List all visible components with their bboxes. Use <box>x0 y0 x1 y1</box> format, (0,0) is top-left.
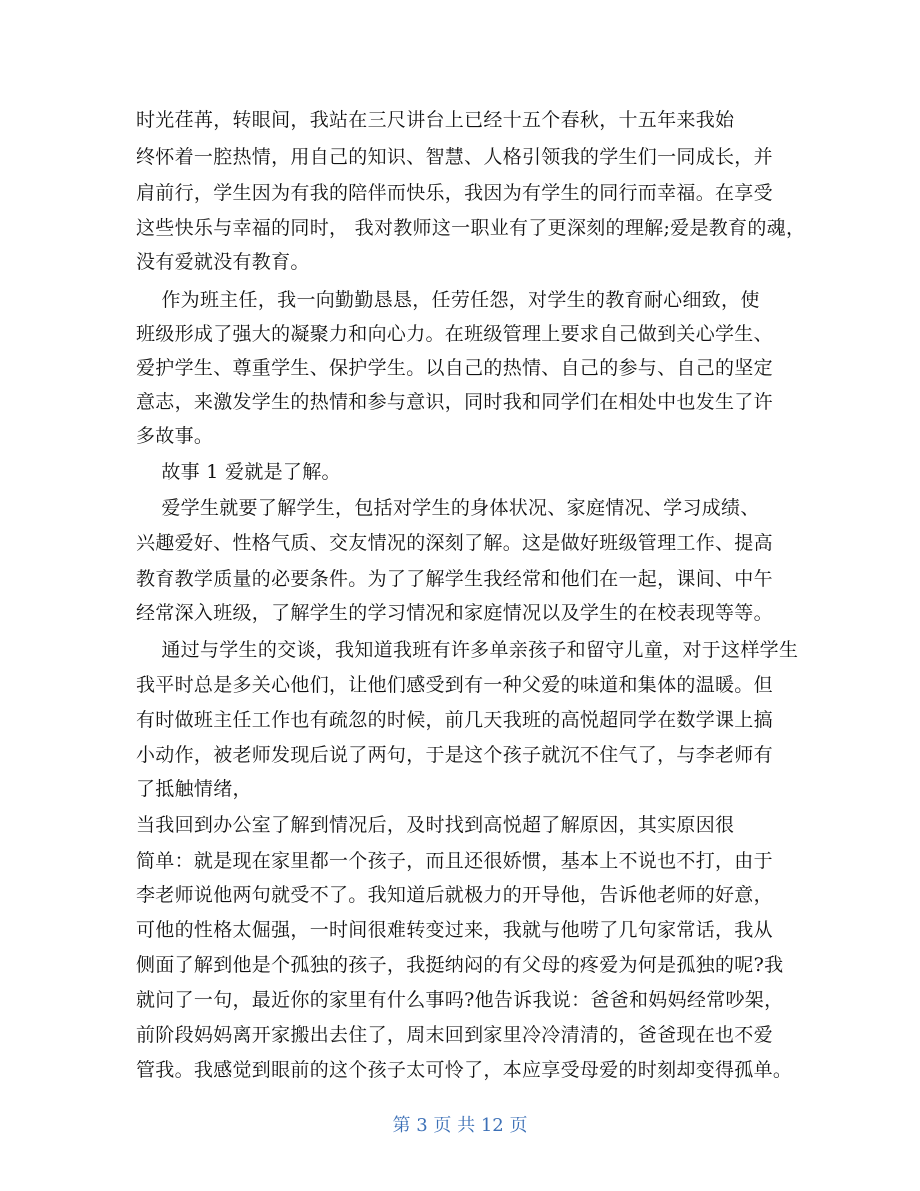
body-text-line: 这些快乐与幸福的同时， 我对教师这一职业有了更深刻的理解;爱是教育的魂， <box>136 217 806 239</box>
body-text-line: 有时做班主任工作也有疏忽的时候，前几天我班的高悦超同学在数学课上搞 <box>136 709 773 731</box>
body-text-line: 可他的性格太倔强，一时间很难转变过来，我就与他唠了几句家常话，我从 <box>136 919 773 941</box>
body-text-line: 管我。我感觉到眼前的这个孩子太可怜了，本应享受母爱的时刻却变得孤单。 <box>136 1059 793 1081</box>
paragraph-text-line: 爱学生就要了解学生，包括对学生的身体状况、家庭情况、学习成绩、 <box>136 497 760 519</box>
body-text-line: 了抵触情绪， <box>136 778 252 800</box>
body-text-line: 爱护学生、尊重学生、保护学生。以自己的热情、自己的参与、自己的坚定 <box>136 357 773 379</box>
page-number-footer: 第 3 页 共 12 页 <box>392 1115 528 1136</box>
body-text-line: 小动作，被老师发现后说了两句，于是这个孩子就沉不住气了，与李老师有 <box>136 744 773 766</box>
body-text-line: 没有爱就没有教育。 <box>136 251 310 273</box>
body-text-line: 李老师说他两句就受不了。我知道后就极力的开导他，告诉他老师的好意， <box>136 884 773 906</box>
body-text-line: 肩前行，学生因为有我的陪伴而快乐，我因为有学生的同行而幸福。在享受 <box>136 182 773 204</box>
body-text-line: 当我回到办公室了解到情况后，及时找到高悦超了解原因，其实原因很 <box>136 814 735 836</box>
body-text-line: 侧面了解到他是个孤独的孩子，我挺纳闷的有父母的疼爱为何是孤独的呢?我 <box>136 954 784 976</box>
body-text-line: 班级形成了强大的凝聚力和向心力。在班级管理上要求自己做到关心学生、 <box>136 323 773 345</box>
body-text-line: 我平时总是多关心他们，让他们感受到有一种父爱的味道和集体的温暖。但 <box>136 674 773 696</box>
body-text-line: 教育教学质量的必要条件。为了了解学生我经常和他们在一起，课间、中午 <box>136 568 773 590</box>
body-text-line: 终怀着一腔热情，用自己的知识、智慧、人格引领我的学生们一同成长，并 <box>136 146 773 168</box>
body-text-line: 简单：就是现在家里都一个孩子，而且还很娇惯，基本上不说也不打，由于 <box>136 850 773 872</box>
paragraph-text-line: 作为班主任，我一向勤勤恳恳，任劳任怨，对学生的教育耐心细致，使 <box>136 289 760 311</box>
paragraph-text-line: 通过与学生的交谈，我知道我班有许多单亲孩子和留守儿童，对于这样学生 <box>136 639 799 661</box>
body-text-line: 就问了一句，最近你的家里有什么事吗?他告诉我说：爸爸和妈妈经常吵架， <box>136 989 784 1011</box>
body-text-line: 时光荏苒，转眼间，我站在三尺讲台上已经十五个春秋，十五年来我始 <box>136 109 735 131</box>
body-text-line: 经常深入班级，了解学生的学习情况和家庭情况以及学生的在校表现等等。 <box>136 602 773 624</box>
body-text-line: 前阶段妈妈离开家搬出去住了，周末回到家里冷冷清清的，爸爸现在也不爱 <box>136 1024 773 1046</box>
body-text-line: 多故事。 <box>136 425 214 447</box>
body-text-line: 意志，来激发学生的热情和参与意识，同时我和同学们在相处中也发生了许 <box>136 391 773 413</box>
story-heading: 故事 1 爱就是了解。 <box>136 461 341 483</box>
body-text-line: 兴趣爱好、性格气质、交友情况的深刻了解。这是做好班级管理工作、提高 <box>136 532 773 554</box>
